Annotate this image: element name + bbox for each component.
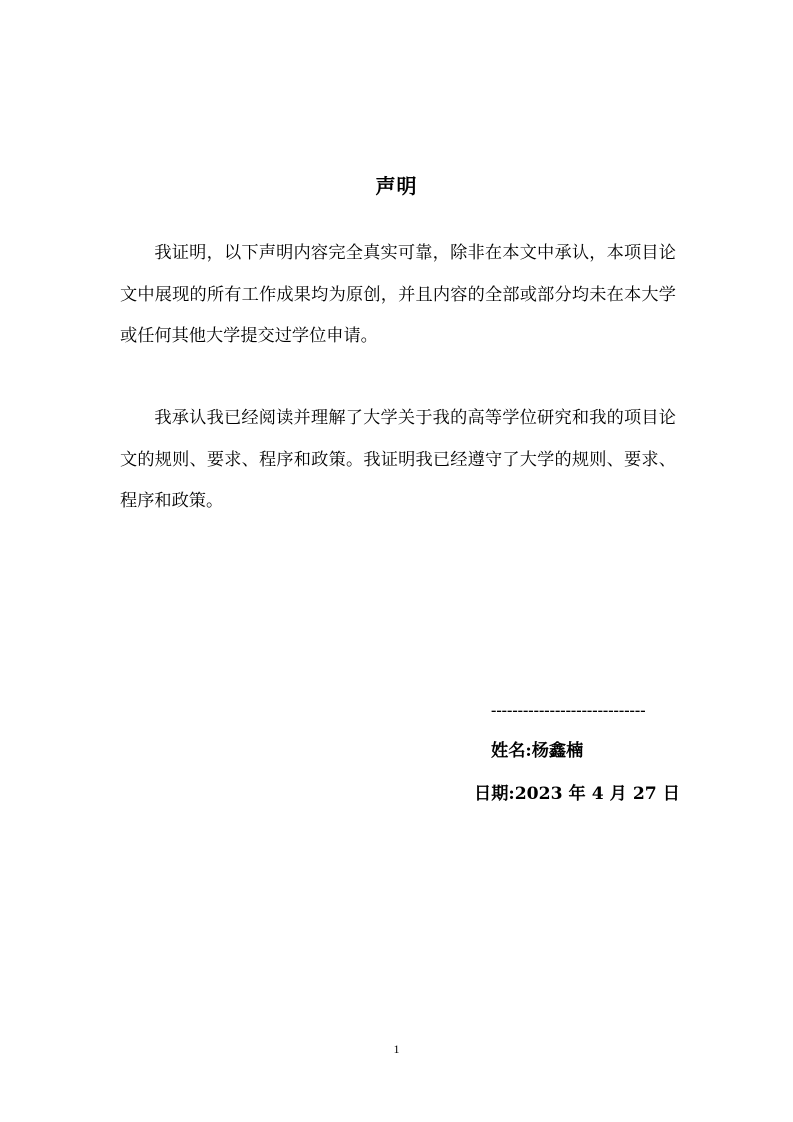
declaration-paragraph-originality: 我证明，以下声明内容完全真实可靠，除非在本文中承认，本项目论文中展现的所有工作成果均为原创，并且内容的全部或部分均未在本大学或任何其他大学提交过学位申请。 xyxy=(120,243,676,346)
signature-date: 日期:2023 年 4 月 27 日 xyxy=(474,784,680,804)
declaration-paragraph-compliance: 我承认我已经阅读并理解了大学关于我的高等学位研究和我的项目论文的规则、要求、程序和政策。我证明我已经遵守了大学的规则、要求、程序和政策。 xyxy=(120,408,676,511)
declaration-title: 声明 xyxy=(375,174,418,198)
signature-name: 姓名:杨鑫楠 xyxy=(491,741,584,761)
page-number: 1 xyxy=(393,1042,400,1056)
signature-line: ----------------------------- xyxy=(491,702,646,719)
